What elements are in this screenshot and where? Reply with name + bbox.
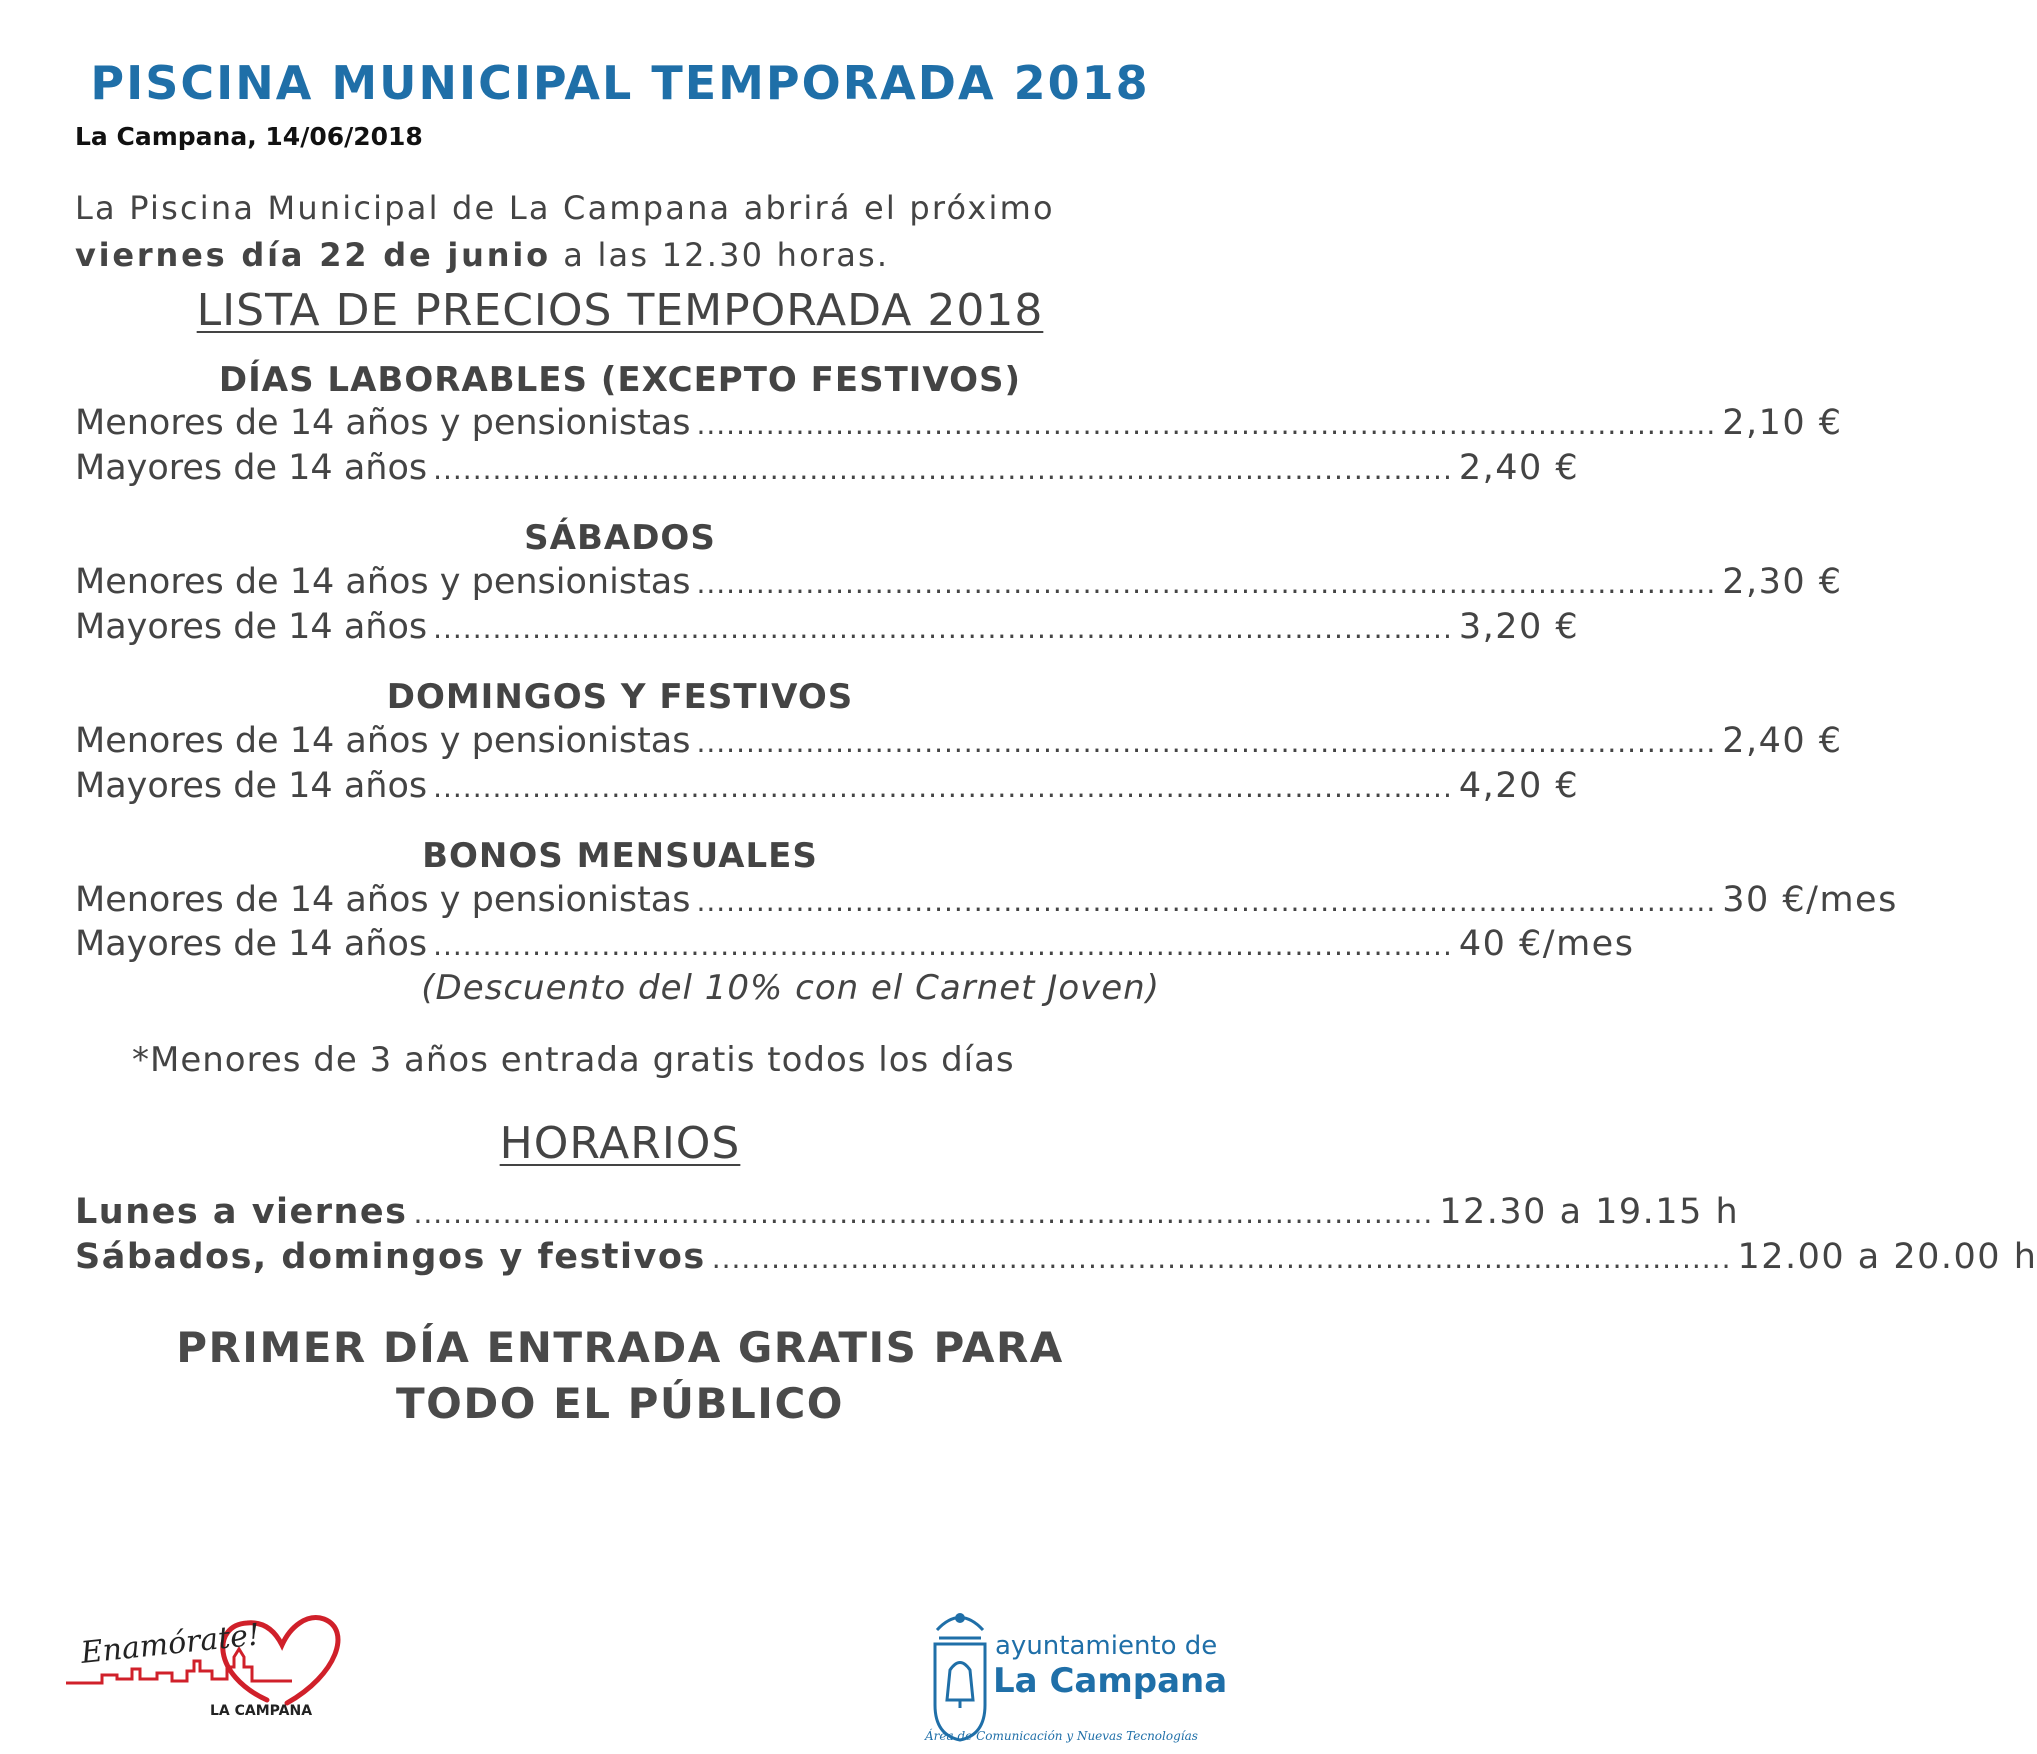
dot-leader: ....................................................................................................... [696, 885, 1717, 918]
price-label: Mayores de 14 años [75, 607, 428, 647]
price-value: 4,20 € [1458, 766, 1580, 806]
schedule-heading: HORARIOS [499, 1118, 741, 1169]
price-row [75, 721, 1843, 771]
logo-caption: LA CAMPANA [210, 1703, 313, 1719]
intro-line-1: La Piscina Municipal de La Campana abrirá el próximo [75, 189, 1055, 227]
price-label: Mayores de 14 años [75, 766, 428, 806]
banner-line-2: TODO EL PÚBLICO [396, 1379, 844, 1428]
price-value: 2,40 € [1722, 721, 1843, 761]
opening-date: viernes día 22 de junio [75, 236, 551, 274]
intro-paragraph [75, 185, 1165, 279]
price-value: 40 €/mes [1458, 924, 1635, 964]
opening-time: a las 12.30 horas. [550, 236, 890, 274]
dot-leader: ....................................................................................................... [433, 929, 1453, 962]
schedule-row [75, 1192, 1740, 1242]
coat-of-arms-icon [925, 1600, 1228, 1750]
price-label: Menores de 14 años y pensionistas [75, 403, 691, 443]
price-row [75, 766, 1580, 816]
price-row [75, 880, 1898, 930]
free-first-day-banner [0, 1320, 1240, 1432]
dot-leader: ....................................................................................................... [433, 771, 1453, 804]
page-title: PISCINA MUNICIPAL TEMPORADA 2018 [90, 56, 1150, 110]
dot-leader: ....................................................................................................... [696, 408, 1717, 441]
enamorate-logo [62, 1605, 362, 1725]
intro-line-2 [75, 232, 1165, 279]
heart-skyline-icon [62, 1605, 362, 1725]
price-row [75, 607, 1580, 657]
dot-leader: ....................................................................................................... [433, 612, 1453, 645]
schedule-row [75, 1237, 2037, 1287]
price-row [75, 448, 1580, 498]
price-row [75, 403, 1843, 453]
section-title-saturdays: SÁBADOS [524, 518, 716, 558]
price-value: 3,20 € [1458, 607, 1580, 647]
dot-leader: ....................................................................................................... [696, 726, 1717, 759]
price-label: Mayores de 14 años [75, 924, 428, 964]
section-title-weekdays: DÍAS LABORABLES (EXCEPTO FESTIVOS) [218, 360, 1022, 400]
prices-heading: LISTA DE PRECIOS TEMPORADA 2018 [196, 285, 1044, 336]
logo-tagline: Área de Comunicación y Nuevas Tecnologías [925, 1729, 1198, 1743]
price-label: Menores de 14 años y pensionistas [75, 880, 691, 920]
dot-leader: ....................................................................................................... [433, 453, 1453, 486]
price-value: 30 €/mes [1722, 880, 1898, 920]
free-under-3-note: *Menores de 3 años entrada gratis todos los días [132, 1040, 1015, 1080]
schedule-label: Lunes a viernes [75, 1192, 408, 1232]
section-title-sundays-holidays: DOMINGOS Y FESTIVOS [386, 677, 854, 717]
discount-note: (Descuento del 10% con el Carnet Joven) [421, 968, 1160, 1008]
logo-line-2: La Campana [993, 1661, 1228, 1701]
price-label: Menores de 14 años y pensionistas [75, 721, 691, 761]
price-label: Mayores de 14 años [75, 448, 428, 488]
logo-line-1: ayuntamiento de [995, 1631, 1218, 1661]
schedule-label: Sábados, domingos y festivos [75, 1237, 706, 1277]
schedule-value: 12.30 a 19.15 h [1439, 1192, 1740, 1232]
banner-line-1: PRIMER DÍA ENTRADA GRATIS PARA [176, 1323, 1064, 1372]
schedule-value: 12.00 a 20.00 h [1737, 1237, 2037, 1277]
section-title-monthly-passes: BONOS MENSUALES [422, 836, 818, 876]
dot-leader: ....................................................................................................... [711, 1242, 1732, 1275]
ayuntamiento-logo [925, 1600, 1228, 1750]
price-value: 2,10 € [1722, 403, 1843, 443]
price-value: 2,40 € [1458, 448, 1580, 488]
logo-script-text: Enamórate! [79, 1617, 262, 1671]
price-row [75, 562, 1843, 612]
place-date: La Campana, 14/06/2018 [75, 122, 423, 151]
dot-leader: ....................................................................................................... [696, 567, 1717, 600]
price-row [75, 924, 1635, 974]
price-value: 2,30 € [1722, 562, 1843, 602]
price-label: Menores de 14 años y pensionistas [75, 562, 691, 602]
dot-leader: ....................................................................................................... [413, 1197, 1434, 1230]
